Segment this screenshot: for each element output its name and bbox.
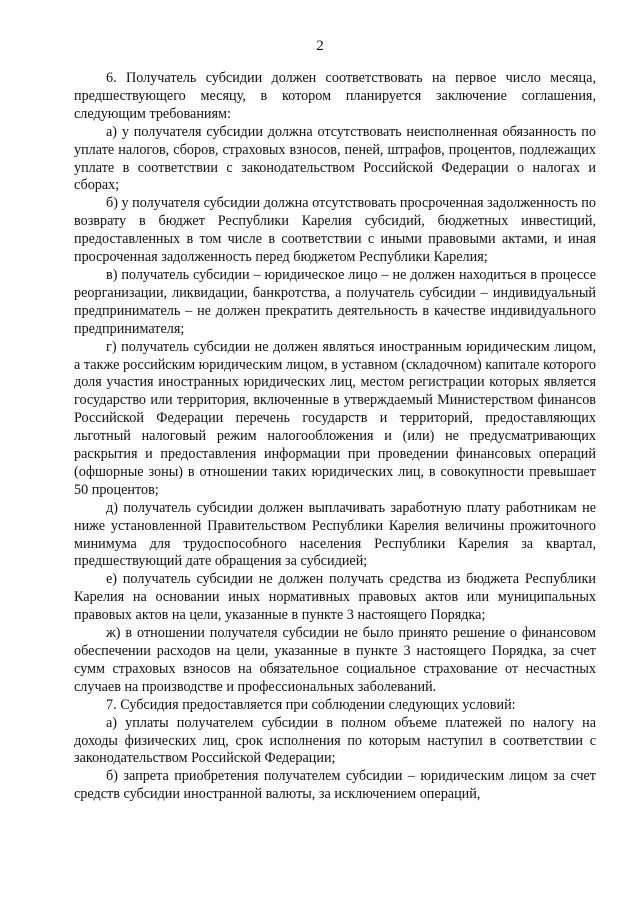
clause-6zh: ж) в отношении получателя субсидии не было принято решение о финансовом обеспечении расходов на цели, указанные в пункте 3 настоящего Порядка, за счет сумм страховых взносов на обязательное социальное страхование от несчастных случаев на производстве и профессиональных заболеваний. bbox=[74, 625, 596, 695]
page-number: 2 bbox=[316, 38, 324, 54]
clause-6d: д) получатель субсидии должен выплачивать заработную плату работникам не ниже установленной Правительством Республики Карелия величины прожиточного минимума для трудоспособного населения Республики Карелия за квартал, предшествующий дате обращения за субсидией; bbox=[74, 499, 596, 570]
clause-6b: б) у получателя субсидии должна отсутствовать просроченная задолженность по возврату в бюджет Республики Карелия субсидий, бюджетных инвестиций, предоставленных в том числе в соответствии с иными правовыми актами, и иная просроченная задолженность перед бюджетом Республики Карелия; bbox=[74, 195, 596, 266]
clause-6g: г) получатель субсидии не должен являться иностранным юридическим лицом, а также российским юридическим лицом, в уставном (складочном) капитале которого доля участия иностранных юридических лиц, местом регистрации которых является государство или территория, включенные в утверждаемый Министерством финансов Российской Федерации перечень государств и территорий, предоставляющих льготный налоговый режим налогообложения и (или) не предусматривающих раскрытия и предоставления информации при проведении финансовых операций (офшорные зоны) в отношении таких юридических лиц, в совокупности превышает 50 процентов; bbox=[74, 338, 596, 498]
clause-7-intro: 7. Субсидия предоставляется при соблюдении следующих условий: bbox=[106, 696, 516, 713]
clause-6v: в) получатель субсидии – юридическое лицо – не должен находиться в процессе реорганизации, ликвидации, банкротства, а получатель субсидии – индивидуальный предприниматель – не должен прекратить деятельность в качестве индивидуального предпринимателя; bbox=[74, 266, 596, 337]
clause-7b: б) запрета приобретения получателем субсидии – юридическим лицом за счет средств субсидии иностранной валюты, за исключением операций, bbox=[74, 768, 596, 803]
clause-6a: а) у получателя субсидии должна отсутствовать неисполненная обязанность по уплате налогов, сборов, страховых взносов, пеней, штрафов, процентов, подлежащих уплате в соответствии с законодательством Российской Федерации о налогах и сборах; bbox=[74, 123, 596, 194]
clause-7a: а) уплаты получателем субсидии в полном объеме платежей по налогу на доходы физических лиц, срок исполнения по которым наступил в соответствии с законодательством Российской Федерации; bbox=[74, 714, 596, 767]
clause-6e: е) получатель субсидии не должен получать средства из бюджета Республики Карелия на основании иных нормативных правовых актов или муниципальных правовых актов на цели, указанные в пункте 3 настоящего Порядка; bbox=[74, 571, 596, 624]
document-body bbox=[74, 70, 596, 804]
clause-6-intro: 6. Получатель субсидии должен соответствовать на первое число месяца, предшествующего месяцу, в котором планируется заключение соглашения, следующим требованиям: bbox=[74, 70, 596, 122]
